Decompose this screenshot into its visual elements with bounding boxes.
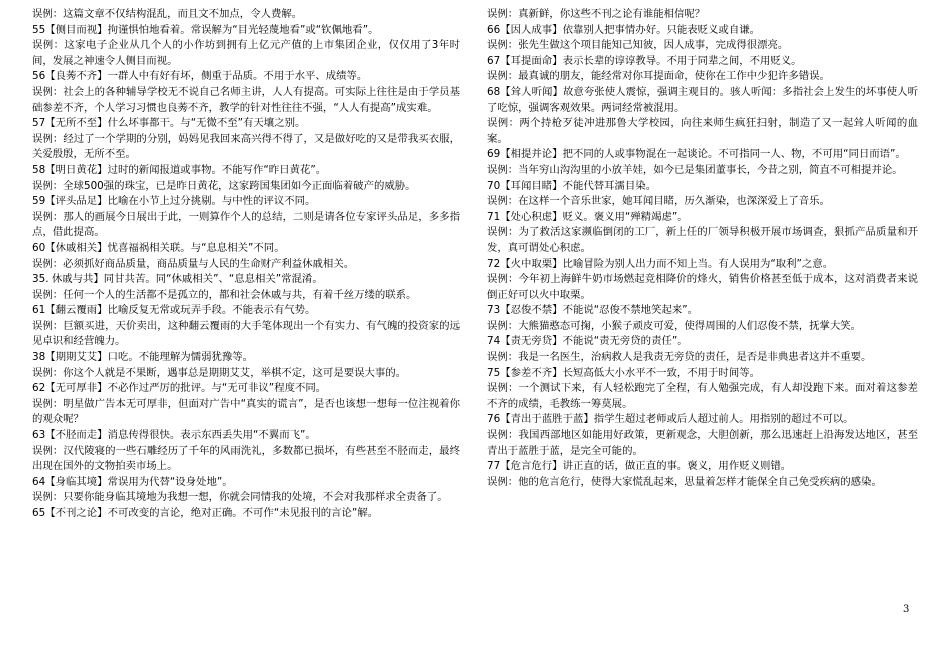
paragraph: 56【良莠不齐】一群人中有好有坏，侧重于品质。不用于水平、成绩等。 (32, 70, 368, 83)
paragraph: 误例：今年初上海鲜牛奶市场燃起竞相降价的烽火，销售价格甚至低于成本，这对消费者来说倒正好可以火中取栗。 (487, 273, 918, 301)
paragraph: 误例：你这个人就是不果断，遇事总是期期艾艾，举棋不定，这可是要误大事的。 (32, 366, 407, 379)
paragraph: 误例：我国西部地区如能用好政策，更新观念，大胆创新，那么迅速赶上沿海发达地区，甚至青出于蓝胜于蓝，是完全可能的。 (487, 429, 918, 457)
paragraph: 60【休戚相关】忧喜福祸相关联。与“息息相关”不同。 (32, 241, 285, 254)
paragraph: 误例：只要你能身临其境地为我想一想，你就会同情我的处境，不会对我那样求全责备了。 (32, 491, 448, 504)
paragraph: 67【耳提面命】表示长辈的谆谆教导。不用于同辈之间，不用贬义。 (487, 54, 802, 67)
paragraph: 63【不胫而走】消息传得很快。表示东西丢失用“不翼而飞”。 (32, 429, 316, 442)
paragraph: 76【青出于蓝胜于蓝】指学生超过老师或后人超过前人。用指别的超过不可以。 (487, 413, 854, 426)
paragraph: 误例：当年穷山沟沟里的小放羊娃，如今已是集团董事长，今昔之别，简直不可相提并论。 (487, 163, 903, 176)
paragraph: 57【无所不至】什么坏事都干。与“无微不至”有天壤之别。 (32, 117, 306, 130)
right-column (487, 7, 918, 490)
paragraph: 误例：明星做广告本无可厚非，但面对广告中“真实的谎言”，是否也该想一想每一位注视着你的观众呢？ (32, 397, 460, 426)
paragraph: 误例：为了救活这家濒临倒闭的工厂，新上任的厂领导积极开展市场调查，狠抓产品质量和开发，真可谓处心积虑。 (487, 226, 918, 254)
paragraph: 误例：那人的画展今日展出于此，一则算作个人的总结，二则是请各位专家评头品足，多多指点，借此提高。 (32, 210, 460, 239)
paragraph: 65【不刊之论】不可改变的言论，绝对正确。不可作“未见报刊的言论”解。 (32, 507, 379, 519)
paragraph: 误例：这家电子企业从几个人的小作坊到拥有上亿元产值的上市集团企业，仅仅用了3年时间，发展之神速令人侧目而视。 (32, 39, 460, 67)
paragraph: 69【相提并论】把不同的人或事物混在一起谈论。不可指同一人、物，不可用“同日而语”。 (487, 148, 906, 161)
paragraph: 误例：任何一个人的生活都不是孤立的，都和社会休戚与共，有着千丝万缕的联系。 (32, 288, 417, 301)
paragraph: 误例：张先生做这个项目能知己知彼，因人成事，完成得很漂亮。 (487, 39, 789, 52)
paragraph: 误例：大熊猫憨态可掬，小猴子顽皮可爱，使得周围的人们忍俊不禁，抚掌大笑。 (487, 319, 862, 332)
paragraph: 误例：真新鲜，你这些不刊之论有谁能相信呢？ (487, 8, 706, 20)
paragraph: 误例：这篇文章不仅结构混乱，而且文不加点，令人费解。 (32, 8, 303, 20)
paragraph: 59【评头品足】比喻在小节上过分挑剔。与中性的评议不同。 (32, 195, 316, 208)
paragraph: 77【危言危行】讲正直的话，做正直的事。褒义，用作贬义则错。 (487, 460, 792, 473)
paragraph: 误例：社会上的各种辅导学校无不说自己名师主讲，人人有提高。可实际上往往是由于学员基础参差不齐，个人学习习惯也良莠不齐，教学的针对性往往不强，“人人有提高”成实难。 (32, 85, 460, 114)
paragraph: 误例：汉代陵寝的一些石雕经历了千年的风雨洗礼，多数都已损坏，有些甚至不胫而走，最终出现在国外的文物拍卖市场上。 (32, 444, 460, 473)
paragraph: 35. 休戚与共】同甘共苦。同“休戚相关”、“息息相关”常混淆。 (32, 273, 323, 286)
page-number: 3 (903, 604, 910, 615)
paragraph: 66【因人成事】依靠别人把事情办好。只能表贬义或自谦。 (487, 23, 760, 36)
paragraph: 62【无可厚非】不必作过严厉的批评。与“无可非议”程度不同。 (32, 382, 327, 395)
paragraph: 误例：在这样一个音乐世家，她耳闻目睹，历久渐染，也深深爱上了音乐。 (487, 195, 830, 208)
paragraph: 误例：我是一名医生，治病救人是我责无旁贷的责任，是否是非典患者这并不重要。 (487, 351, 872, 364)
paragraph: 70【耳闻目睹】不能代替耳濡目染。 (487, 179, 657, 192)
paragraph: 71【处心积虑】贬义。褒义用“殚精竭虑”。 (487, 210, 688, 223)
paragraph: 38【期期艾艾】口吃。不能理解为懦弱犹豫等。 (32, 351, 254, 364)
paragraph: 64【身临其境】常误用为代替“设身处地”。 (32, 475, 233, 488)
paragraph: 误例：必须抓好商品质量，商品质量与人民的生命财产利益休戚相关。 (32, 257, 355, 270)
left-column (32, 7, 460, 522)
paragraph: 误例：两个持枪歹徒冲进那鲁大学校园，向往来师生疯狂扫射，制造了又一起耸人听闻的血案。 (487, 117, 918, 145)
paragraph: 误例：最真诚的朋友，能经常对你耳提面命，使你在工作中少犯许多错误。 (487, 70, 830, 83)
paragraph: 61【翻云覆雨】比喻反复无常或玩弄手段。不能表示有气势。 (32, 304, 316, 317)
paragraph: 误例：巨额买进，天价卖出，这种翻云覆雨的大手笔体现出一个有实力、有气魄的投资家的远见卓识和经营魄力。 (32, 319, 460, 348)
paragraph: 72【火中取栗】比喻冒险为别人出力而不知上当。有人误用为“取利”之意。 (487, 257, 834, 270)
paragraph: 73【忍俊不禁】不能说“忍俊不禁地笑起来”。 (487, 304, 699, 317)
paragraph: 误例：一个测试下来，有人轻松跑完了全程，有人勉强完成，有人却没跑下来。面对着这参差不齐的成绩，毛教练一筹莫展。 (487, 382, 918, 410)
paragraph: 68【耸人听闻】故意夸张使人震惊，强调主观目的。骇人听闻：多指社会上发生的坏事使人听了吃惊，强调客观效果。两词经常被混用。 (487, 85, 918, 114)
paragraph: 75【参差不齐】长短高低大小水平不一致，不用于时间等。 (487, 366, 760, 379)
paragraph: 误例：经过了一个学期的分别，妈妈见我回来高兴得不得了，又是做好吃的又是带我买衣服，关爱殷殷，无所不至。 (32, 132, 460, 161)
paragraph: 误例：全球500强的珠宝，已是昨日黄花，这家跨国集团如今正面临着破产的威胁。 (32, 179, 416, 192)
paragraph: 55【侧目而视】拘谨惧怕地看着。常误解为“目光轻蔑地看”或“钦佩地看”。 (32, 23, 379, 36)
paragraph: 误例：他的危言危行，使得大家慌乱起来，思量着怎样才能保全自己免受疾病的感染。 (487, 475, 882, 488)
paragraph: 74【责无旁贷】不能说“责无旁贷的责任”。 (487, 335, 688, 348)
paragraph: 58【明日黄花】过时的新闻报道或事物。不能写作“昨日黄花”。 (32, 163, 327, 176)
